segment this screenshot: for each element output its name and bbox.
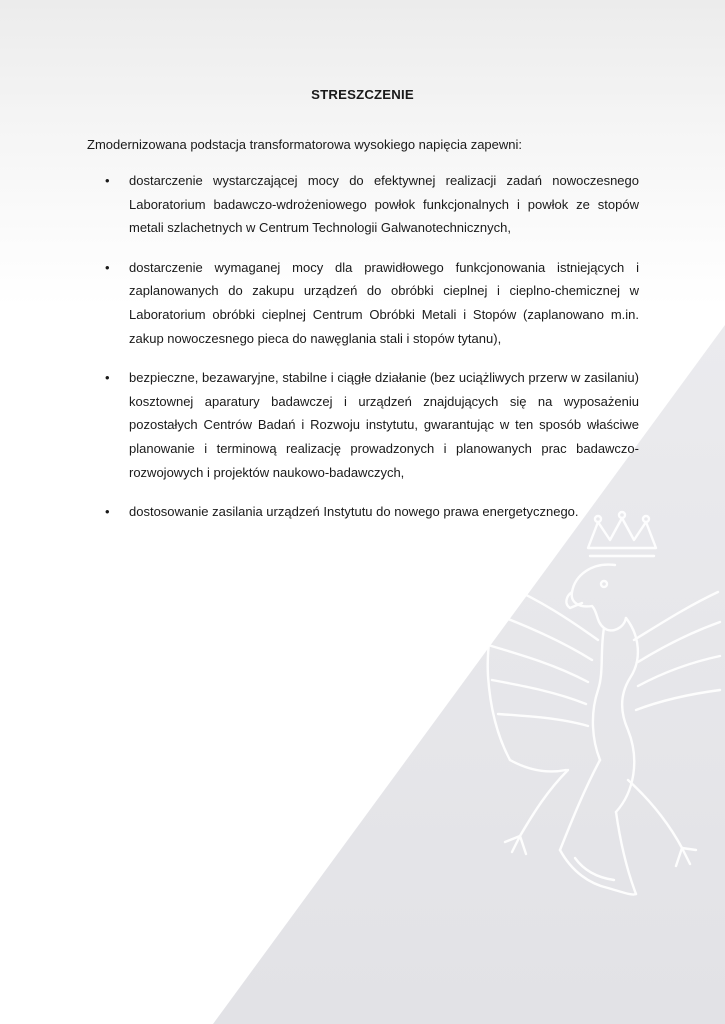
page-title: STRESZCZENIE bbox=[311, 87, 414, 102]
bullet-text: dostarczenie wystarczającej mocy do efektywnej realizacji zadań nowoczesnego Laboratorium badawczo-wdrożeniowego powłok funkcjonalnych i powłok ze stopów metali szlachetnych w Centrum Technologii Galwanotechnicznych, bbox=[129, 173, 639, 236]
bullet-text: bezpieczne, bezawaryjne, stabilne i ciągłe działanie (bez uciążliwych przerw w zasilaniu) kosztownej aparatury badawczej i urządzeń znajdujących się na wyposażeniu pozostałych Centrów Badań i Rozwoju instytutu, gwarantując w ten sposób właściwe planowanie i terminową realizację prowadzonych i planowanych prac badawczo-rozwojowych i projektów naukowo-badawczych, bbox=[129, 370, 639, 480]
summary-bullet-list bbox=[0, 169, 725, 540]
list-item bbox=[0, 256, 639, 350]
bullet-icon: • bbox=[105, 504, 110, 520]
bullet-text: dostosowanie zasilania urządzeń Instytutu do nowego prawa energetycznego. bbox=[129, 504, 579, 520]
intro-paragraph: Zmodernizowana podstacja transformatorowa wysokiego napięcia zapewni: bbox=[87, 137, 523, 152]
list-item bbox=[0, 366, 639, 484]
bullet-icon: • bbox=[105, 173, 110, 188]
list-item bbox=[0, 169, 639, 240]
bullet-icon: • bbox=[105, 370, 110, 386]
list-item bbox=[0, 500, 639, 524]
bullet-icon: • bbox=[105, 259, 110, 275]
bullet-text: dostarczenie wymaganej mocy dla prawidłowego funkcjonowania istniejących i zaplanowanych do zakupu urządzeń do obróbki cieplnej i cieplno-chemicznej w Laboratorium obróbki cieplnej Centrum Obróbki Metali i Stopów (zaplanowano m.in. zakup nowoczesnego pieca do nawęglania stali i stopów tytanu), bbox=[129, 259, 639, 346]
